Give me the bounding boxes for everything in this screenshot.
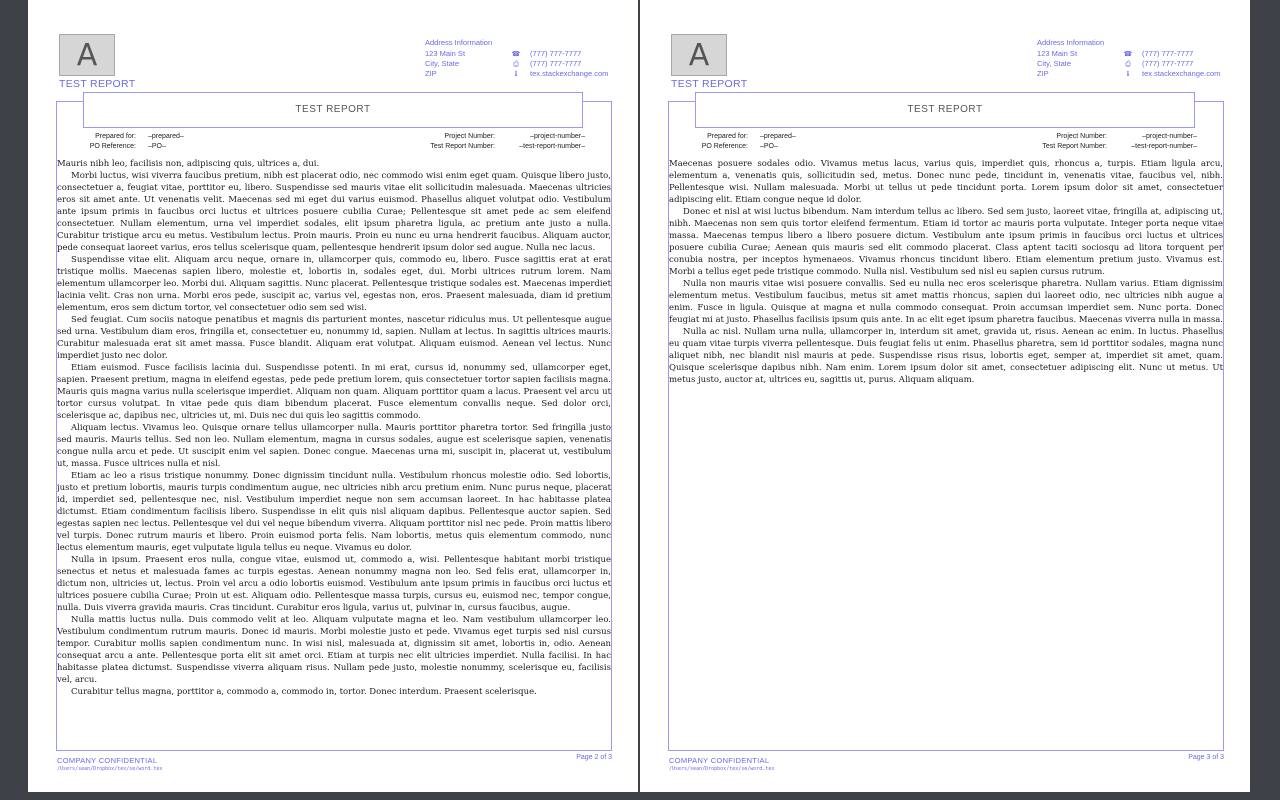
logo-placeholder: A bbox=[671, 34, 727, 76]
fax-icon: ⎙ bbox=[513, 60, 519, 68]
test-report-number-value: –test-report-number– bbox=[1131, 142, 1197, 150]
test-report-number-value: –test-report-number– bbox=[519, 142, 585, 150]
po-reference-label: PO Reference: bbox=[701, 142, 748, 150]
body-text bbox=[57, 158, 611, 738]
address-line: City, State bbox=[1037, 59, 1072, 68]
prepared-for-label: Prepared for: bbox=[95, 133, 136, 140]
footer-filepath: /Users/sean/Dropbox/tex/se/word.tex bbox=[57, 766, 163, 772]
prepared-for-label: Prepared for: bbox=[707, 133, 748, 140]
paragraph: Etiam euismod. Fusce facilisis lacinia dui. Suspendisse potenti. In mi erat, cursus id, nonummy sed, ullamcorper eget, sapien. Praesent pretium, magna in eleifend egestas, pede pede pretium lorem, quis consectetuer tortor sapien facilisis magna. Mauris quis magna varius nulla scelerisque imperdiet. Aliquam non quam. Aliquam porttitor quam a lacus. Praesent vel arcu ut tortor cursus volutpat. In vitae pede quis diam bibendum placerat. Fusce elementum convallis neque. Sed dolor orci, scelerisque ac, dapibus nec, ultricies ut, mi. Duis nec dui quis leo sagittis commodo. bbox=[57, 363, 611, 421]
meta-right bbox=[413, 132, 585, 151]
paragraph: Nulla ac nisl. Nullam urna nulla, ullamcorper in, interdum sit amet, gravida ut, risus. Aenean ac enim. In luctus. Phasellus eu quam vitae turpis viverra pellentesque. Duis feugiat felis ut enim. Phasellus pharetra, sem id porttitor sodales, magna nunc aliquet nibh, nec blandit nisl mauris at pede. Suspendisse risus risus, lobortis eget, semper at, imperdiet sit amet, quam. Quisque scelerisque dapibus nibh. Nam enim. Lorem ipsum dolor sit amet, consectetuer adipiscing elit. Nunc ut metus. Ut metus justo, auctor at, ultrices eu, sagittis ut, purus. Aliquam aliquam. bbox=[669, 327, 1223, 385]
paragraph: Nulla in ipsum. Praesent eros nulla, congue vitae, euismod ut, commodo a, wisi. Pellentesque habitant morbi tristique senectus et netus et malesuada fames ac turpis egestas. Aenean nonummy magna non leo. Sed felis erat, ullamcorper in, dictum non, ultricies ut, lectus. Proin vel arcu a odio lobortis euismod. Vestibulum ante ipsum primis in faucibus orci luctus et ultrices posuere cubilia Curae; Proin ut est. Aliquam odio. Pellentesque massa turpis, cursus eu, euismod nec, tempor congue, nulla. Duis viverra gravida mauris. Cras tincidunt. Curabitur eros ligula, varius ut, pulvinar in, cursus faucibus, augue. bbox=[57, 555, 611, 613]
paragraph: Aliquam lectus. Vivamus leo. Quisque ornare tellus ullamcorper nulla. Mauris porttitor pharetra tortor. Sed fringilla justo sed mauris. Mauris tellus. Sed non leo. Nullam elementum, magna in cursus sodales, augue est scelerisque sapien, venenatis congue nulla arcu et pede. Ut suscipit enim vel sapien. Donec congue. Maecenas urna mi, suscipit in, placerat ut, vestibulum ut, massa. Fusce ultrices nulla et nisl. bbox=[57, 423, 611, 469]
project-number-label: Project Number: bbox=[444, 133, 495, 140]
address-line: 123 Main St bbox=[1037, 49, 1078, 58]
meta-left bbox=[698, 132, 810, 151]
page-number: Page 2 of 3 bbox=[576, 754, 612, 761]
website-link[interactable]: tex.stackexchange.com bbox=[530, 69, 609, 78]
po-reference-value: –PO– bbox=[148, 142, 166, 150]
paragraph: Etiam ac leo a risus tristique nonummy. Donec dignissim tincidunt nulla. Vestibulum rhoncus molestie odio. Sed lobortis, justo et pretium lobortis, mauris turpis condimentum augue, nec ultricies nibh arcu pretium enim. Nunc purus neque, placerat id, imperdiet sed, pellentesque nec, nisl. Vestibulum imperdiet neque non sem accumsan laoreet. In hac habitasse platea dictumst. Etiam condimentum facilisis libero. Suspendisse in elit quis nisl aliquam dapibus. Pellentesque auctor sapien. Sed egestas sapien nec lectus. Pellentesque vel dui vel neque bibendum viverra. Aliquam porttitor nisl nec pede. Proin mattis libero vel turpis. Donec rutrum mauris et libero. Proin euismod porta felis. Nam lobortis, metus quis elementum commodo, nunc lectus elementum mauris, eget vulputate ligula tellus eu neque. Vivamus eu dolor. bbox=[57, 471, 611, 553]
report-title-box: TEST REPORT bbox=[695, 92, 1195, 128]
header-report-label: TEST REPORT bbox=[59, 78, 136, 90]
paragraph: Nulla mattis luctus nulla. Duis commodo velit at leo. Aliquam vulputate magna et leo. Nam vestibulum ullamcorper leo. Vestibulum condimentum rutrum mauris. Donec id mauris. Morbi molestie justo et pede. Vivamus eget turpis sed nisl cursus tempor. Curabitur mollis sapien condimentum nunc. In wisi nisl, malesuada at, dignissim sit amet, lobortis in, odio. Aenean consequat arcu a ante. Pellentesque porta elit sit amet orci. Etiam at turpis nec elit ultricies imperdiet. Nulla facilisi. In hac habitasse platea dictumst. Suspendisse viverra aliquam risus. Nullam pede justo, molestie nonummy, scelerisque eu, facilisis vel, arcu. bbox=[57, 615, 611, 685]
phone-icon: ☎ bbox=[511, 50, 521, 58]
phone-number: (777) 777-7777 bbox=[1142, 49, 1194, 58]
web-icon: ℹ bbox=[1126, 70, 1130, 78]
header-report-label: TEST REPORT bbox=[671, 78, 748, 90]
fax-number: (777) 777-7777 bbox=[530, 59, 582, 68]
website-link[interactable]: tex.stackexchange.com bbox=[1142, 69, 1221, 78]
phone-number: (777) 777-7777 bbox=[530, 49, 582, 58]
address-title: Address Information bbox=[425, 38, 493, 47]
address-title: Address Information bbox=[1037, 38, 1105, 47]
paragraph: Donec et nisl at wisi luctus bibendum. Nam interdum tellus ac libero. Sed sem justo, laoreet vitae, fringilla at, adipiscing ut, nibh. Maecenas non sem quis tortor eleifend fermentum. Etiam id tortor ac mauris porta vulputate. Integer porta neque vitae massa. Maecenas tempus libero a libero posuere dictum. Vestibulum ante ipsum primis in faucibus orci luctus et ultrices posuere cubilia Curae; Aenean quis mauris sed elit commodo placerat. Class aptent taciti sociosqu ad litora torquent per conubia nostra, per inceptos hymenaeos. Vivamus rhoncus tincidunt libero. Etiam elementum pretium justo. Vivamus est. Morbi a tellus eget pede tristique commodo. Nulla nisl. Vestibulum sed nisl eu sapien cursus rutrum. bbox=[669, 207, 1223, 277]
contact-icons bbox=[510, 49, 522, 79]
meta-left bbox=[86, 132, 198, 151]
address-block bbox=[1037, 49, 1117, 79]
address-line: ZIP bbox=[425, 69, 437, 78]
address-line: ZIP bbox=[1037, 69, 1049, 78]
paragraph: Maecenas posuere sodales odio. Vivamus metus lacus, varius quis, imperdiet quis, rhoncus a, turpis. Etiam ligula arcu, elementum a, venenatis quis, sollicitudin sed, metus. Donec nunc pede, tincidunt in, venenatis vitae, faucibus vel, nibh. Pellentesque wisi. Nullam malesuada. Morbi ut tellus ut pede tincidunt porta. Lorem ipsum dolor sit amet, consectetuer adipiscing elit. Etiam congue neque id dolor. bbox=[669, 159, 1223, 205]
web-icon: ℹ bbox=[514, 70, 518, 78]
po-reference-value: –PO– bbox=[760, 142, 778, 150]
paragraph: Sed feugiat. Cum sociis natoque penatibus et magnis dis parturient montes, nascetur ridiculus mus. Ut pellentesque augue sed urna. Vestibulum diam eros, fringilla et, consectetuer eu, nonummy id, sapien. Nullam at lectus. In sagittis ultrices mauris. Curabitur malesuada erat sit amet massa. Fusce blandit. Aliquam erat volutpat. Aliquam euismod. Aenean vel lectus. Nunc imperdiet justo nec dolor. bbox=[57, 315, 611, 361]
paragraph: Mauris nibh leo, facilisis non, adipiscing quis, ultrices a, dui. bbox=[57, 159, 320, 169]
body-text bbox=[669, 158, 1223, 738]
paragraph: Curabitur tellus magna, porttitor a, commodo a, commodo in, tortor. Donec interdum. Praesent scelerisque. bbox=[71, 687, 537, 697]
project-number-value: –project-number– bbox=[1142, 133, 1197, 140]
contact-icons bbox=[1122, 49, 1134, 79]
footer-confidential: COMPANY CONFIDENTIAL bbox=[669, 756, 770, 765]
contact-block bbox=[530, 49, 630, 79]
fax-number: (777) 777-7777 bbox=[1142, 59, 1194, 68]
test-report-number-label: Test Report Number: bbox=[1042, 142, 1107, 150]
prepared-for-value: –prepared– bbox=[760, 133, 796, 140]
paragraph: Suspendisse vitae elit. Aliquam arcu neque, ornare in, ullamcorper quis, commodo eu, libero. Fusce sagittis erat at erat tristique mollis. Maecenas sapien libero, molestie et, lobortis in, sodales eget, dui. Morbi ultrices rutrum lorem. Nam elementum ullamcorper leo. Morbi dui. Aliquam sagittis. Nunc placerat. Pellentesque tristique sodales est. Maecenas imperdiet lacinia velit. Cras non urna. Morbi eros pede, suscipit ac, varius vel, egestas non, eros. Praesent malesuada, diam id pretium elementum, eros sem dictum tortor, vel consectetuer odio sem sed wisi. bbox=[57, 255, 611, 313]
page-3 bbox=[640, 0, 1250, 792]
test-report-number-label: Test Report Number: bbox=[430, 142, 495, 150]
footer-filepath: /Users/sean/Dropbox/tex/se/word.tex bbox=[669, 766, 775, 772]
prepared-for-value: –prepared– bbox=[148, 133, 184, 140]
logo-placeholder: A bbox=[59, 34, 115, 76]
phone-icon: ☎ bbox=[1123, 50, 1133, 58]
address-block bbox=[425, 49, 505, 79]
fax-icon: ⎙ bbox=[1125, 60, 1131, 68]
address-line: 123 Main St bbox=[425, 49, 466, 58]
project-number-value: –project-number– bbox=[530, 133, 585, 140]
paragraph: Morbi luctus, wisi viverra faucibus pretium, nibh est placerat odio, nec commodo wisi enim eget quam. Quisque libero justo, consectetuer a, feugiat vitae, porttitor eu, libero. Suspendisse sed mauris vitae elit sollicitudin malesuada. Maecenas ultricies eros sit amet ante. Ut venenatis velit. Maecenas sed mi eget dui varius euismod. Phasellus aliquet volutpat odio. Vestibulum ante ipsum primis in faucibus orci luctus et ultrices posuere cubilia Curae; Pellentesque sit amet pede ac sem eleifend consectetuer. Nullam elementum, urna vel imperdiet sodales, elit ipsum pharetra ligula, ac pretium ante justo a nulla. Curabitur tristique arcu eu metus. Vestibulum lectus. Proin mauris. Proin eu nunc eu urna hendrerit faucibus. Aliquam auctor, pede consequat laoreet varius, eros tellus scelerisque quam, pellentesque hendrerit ipsum dolor sed augue. Nulla nec lacus. bbox=[57, 171, 611, 253]
footer-confidential: COMPANY CONFIDENTIAL bbox=[57, 756, 158, 765]
page-2 bbox=[28, 0, 638, 792]
report-title-box: TEST REPORT bbox=[83, 92, 583, 128]
contact-block bbox=[1142, 49, 1242, 79]
po-reference-label: PO Reference: bbox=[89, 142, 136, 150]
paragraph: Nulla non mauris vitae wisi posuere convallis. Sed eu nulla nec eros scelerisque pharetra. Nullam varius. Etiam dignissim elementum metus. Vestibulum faucibus, metus sit amet mattis rhoncus, sapien dui laoreet odio, nec ultricies nibh augue a enim. Fusce in ligula. Quisque at magna et nulla commodo consequat. Proin accumsan imperdiet sem. Nunc porta. Donec feugiat mi at justo. Phasellus facilisis ipsum quis ante. In ac elit eget ipsum pharetra faucibus. Maecenas viverra nulla in massa. bbox=[669, 279, 1223, 325]
address-line: City, State bbox=[425, 59, 460, 68]
page-number: Page 3 of 3 bbox=[1188, 754, 1224, 761]
project-number-label: Project Number: bbox=[1056, 133, 1107, 140]
meta-right bbox=[1025, 132, 1197, 151]
